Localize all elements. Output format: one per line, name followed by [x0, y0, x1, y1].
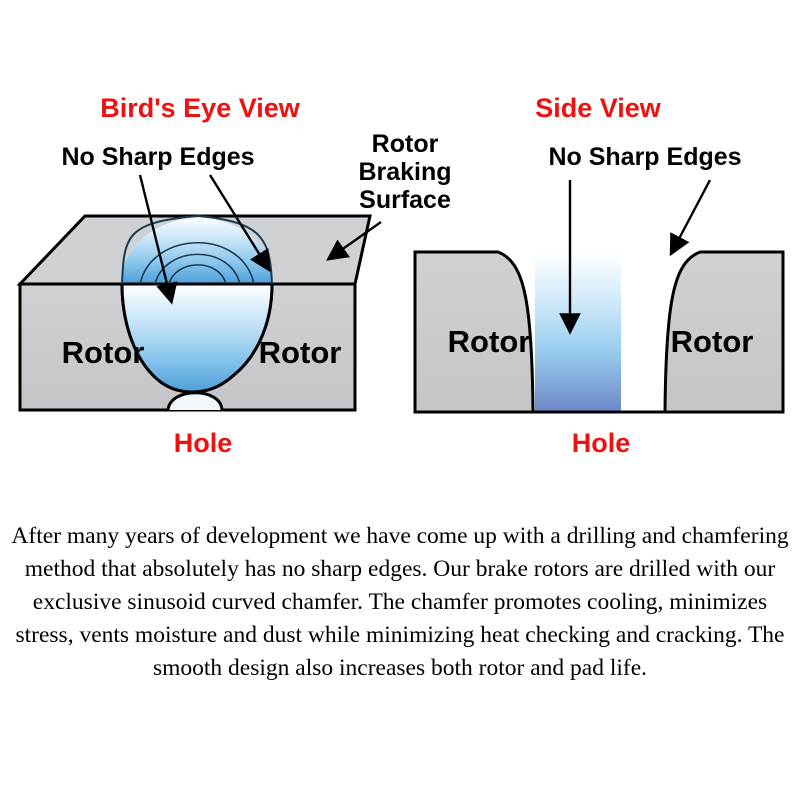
- rotor-label-right-1: Rotor: [447, 324, 531, 359]
- no-sharp-edges-label-right: No Sharp Edges: [548, 143, 742, 171]
- caption-text: After many years of development we have come up with a drilling and chamfering method that absolutely has no sharp edges. Our brake rotors are drilled with our exclusive sinusoid curved chamfer. The chamfer promotes cooling, minimizes stress, vents moisture and dust while minimizing heat checking and cracking. The smooth design also increases both rotor and pad life.: [11, 523, 789, 681]
- arrow-no-sharp-edges-right-b: [672, 180, 710, 252]
- birds-eye-view-title: Bird's Eye View: [100, 93, 300, 123]
- side-hole-channel: [535, 252, 621, 412]
- rotor-label-left-1: Rotor: [61, 335, 145, 370]
- no-sharp-edges-label-left: No Sharp Edges: [61, 143, 255, 171]
- rotor-braking-surface-line3: Surface: [359, 186, 451, 214]
- side-view-group: [415, 93, 783, 458]
- rotor-braking-surface-line1: Rotor: [371, 130, 439, 158]
- rotor-label-right-2: Rotor: [670, 324, 754, 359]
- side-view-title: Side View: [535, 93, 661, 123]
- rotor-braking-surface-line2: Braking: [358, 158, 452, 186]
- birds-eye-view-group: [20, 93, 452, 458]
- hole-label-left: Hole: [173, 428, 233, 458]
- hole-label-right: Hole: [571, 428, 631, 458]
- rotor-label-left-2: Rotor: [258, 335, 342, 370]
